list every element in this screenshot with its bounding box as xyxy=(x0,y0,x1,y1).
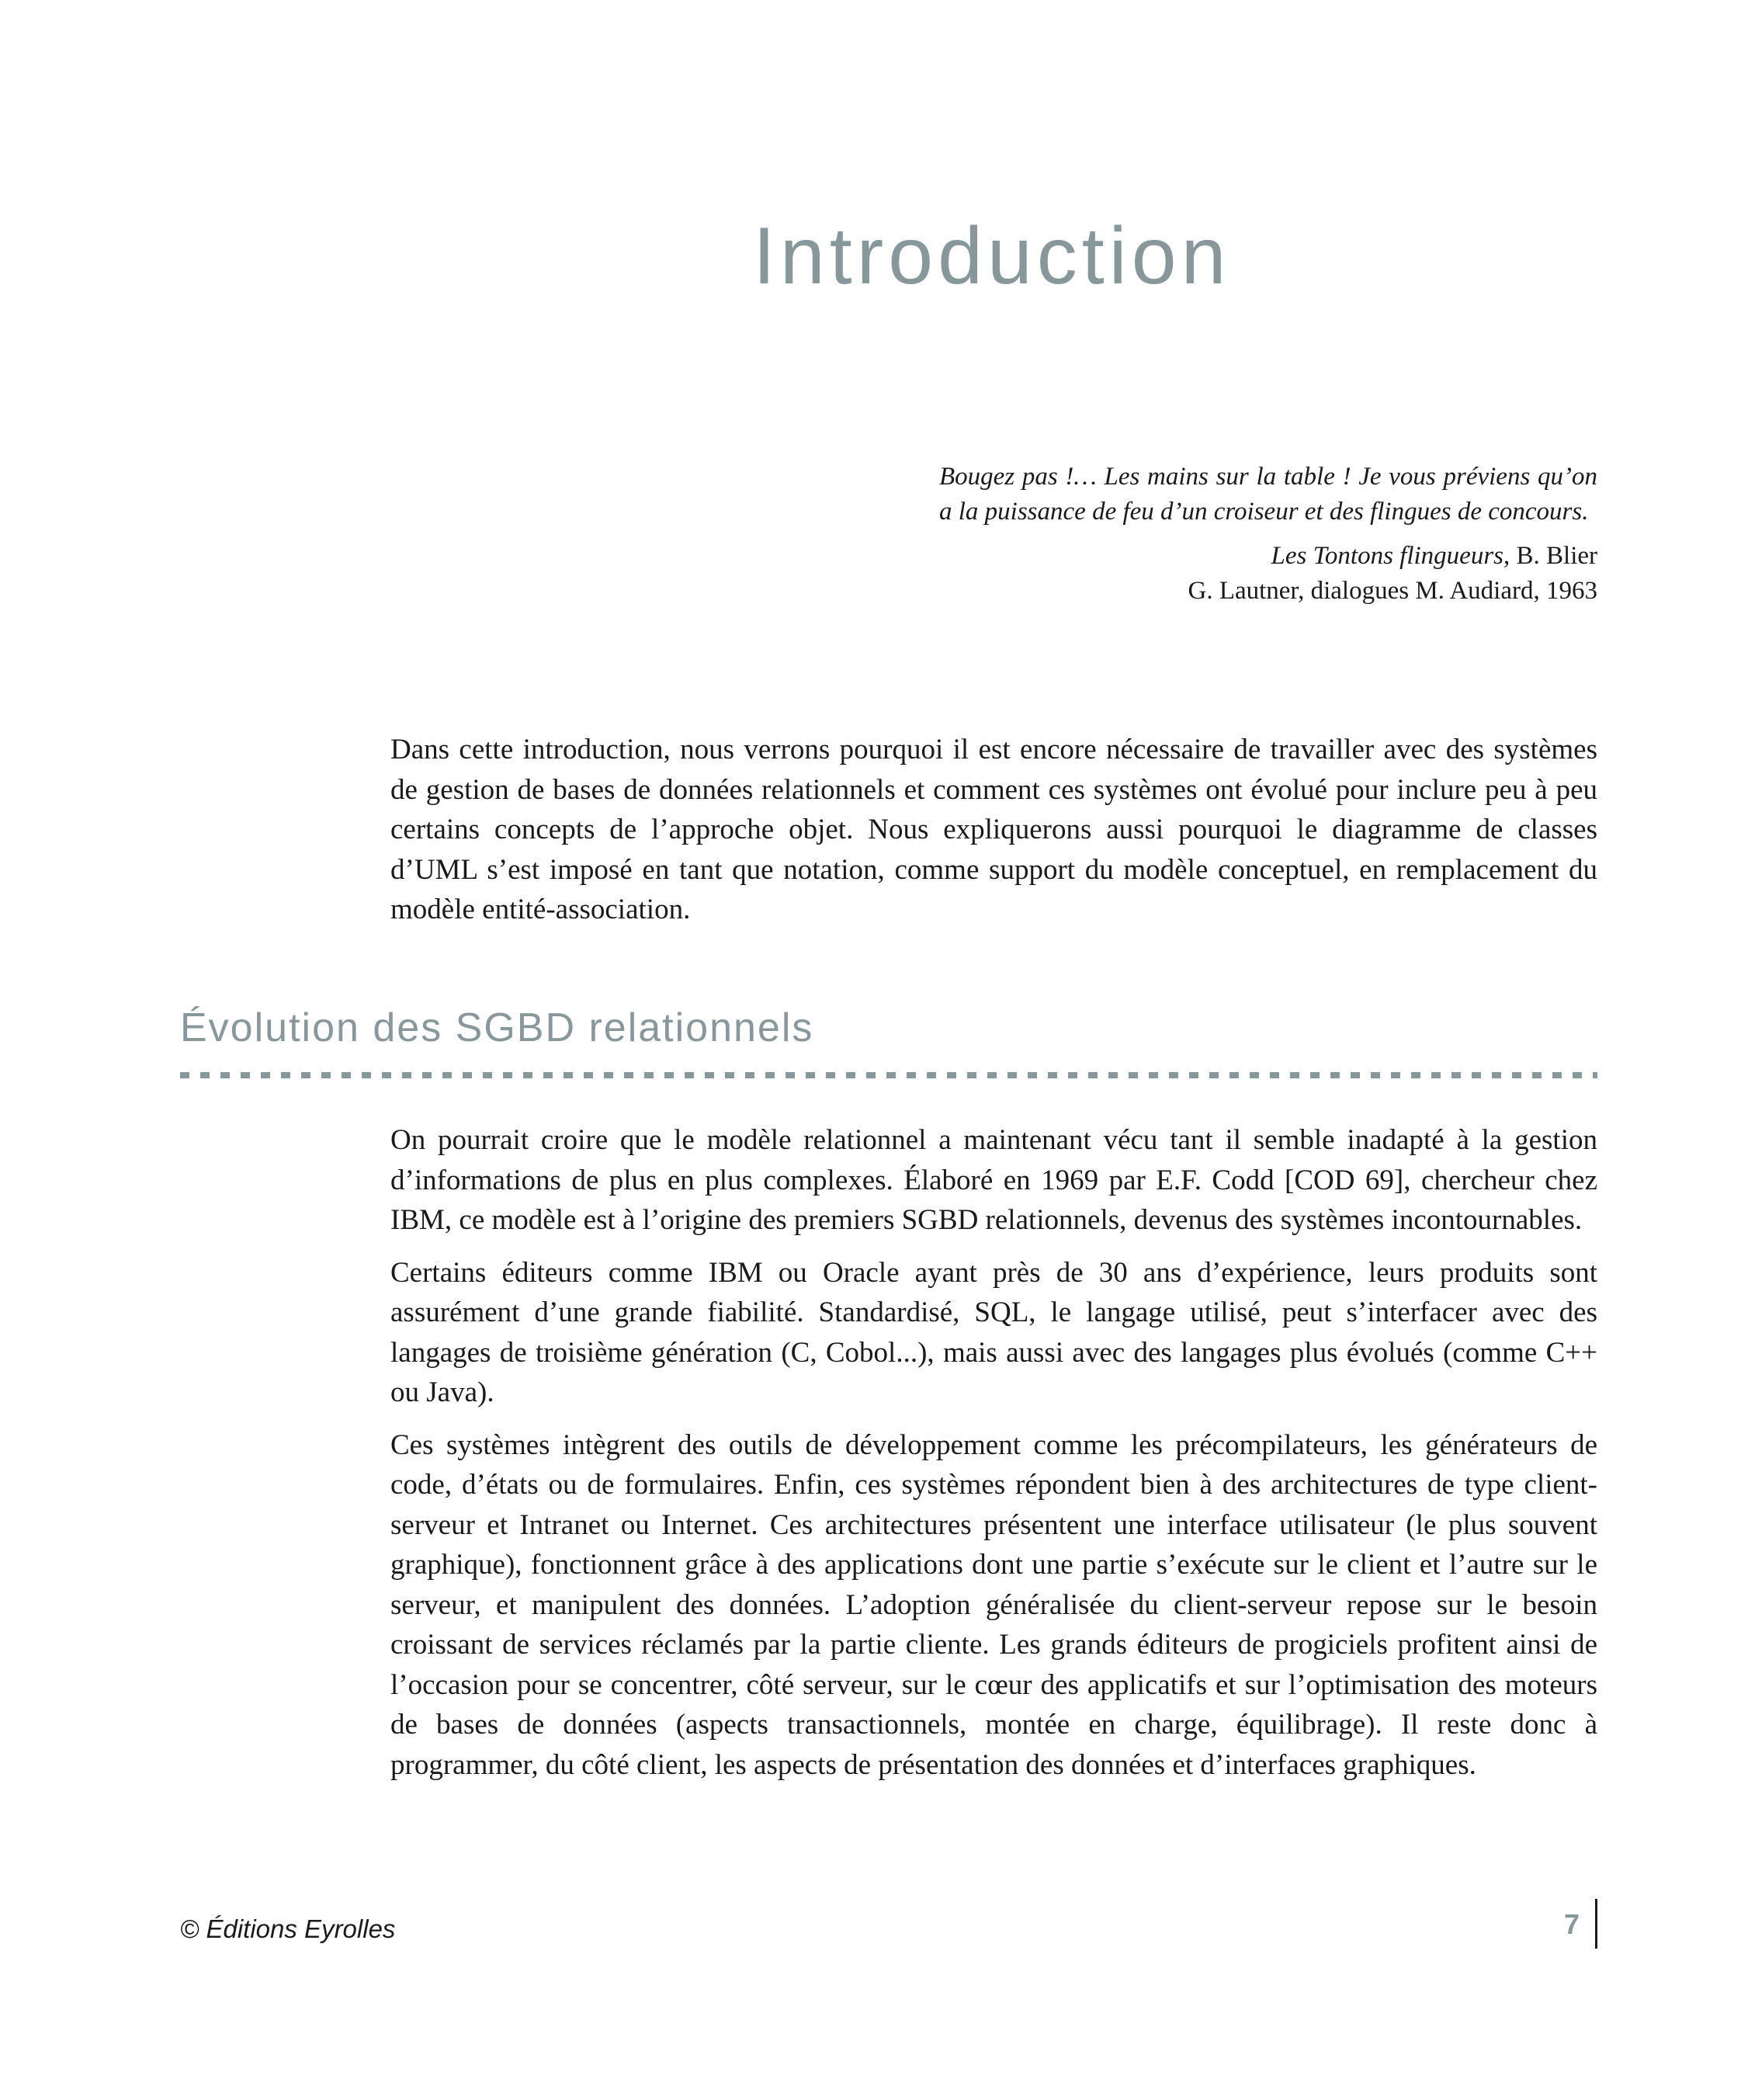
chapter-title: Introduction xyxy=(753,211,1231,301)
footer-copyright: © Éditions Eyrolles xyxy=(180,1914,396,1943)
epigraph-credit-line-1 xyxy=(939,539,1597,574)
section-heading: Évolution des SGBD relationnels xyxy=(180,1005,814,1050)
epigraph-quote: Bougez pas !… Les mains sur la table ! Je vous préviens qu’on a la puissance de feu d’un croiseur et des flingues de concours. xyxy=(939,463,1597,526)
footer-divider xyxy=(1595,1899,1597,1949)
section-body xyxy=(390,1120,1597,1797)
section-paragraph: On pourrait croire que le modèle relationnel a maintenant vécu tant il semble inadapté à la gestion d’informations de plus en plus complexes. Élaboré en 1969 par E.F. Codd [COD 69], chercheur chez IBM, ce modèle est à l’origine des premiers SGBD relationnels, devenus des systèmes incontournables. xyxy=(390,1124,1597,1236)
page-number: 7 xyxy=(1563,1908,1580,1940)
section-paragraph: Ces systèmes intègrent des outils de développement comme les précompilateurs, les générateurs de code, d’états ou de formulaires. Enfin, ces systèmes répondent bien à des architectures de type client-serveur et Intranet ou Internet. Ces architectures présentent une interface utilisateur (le plus souvent graphique), fonctionnent grâce à des applications dont une partie s’exécute sur le client et l’autre sur le serveur, et manipulent des données. L’adoption généralisée du client-serveur repose sur le besoin croissant de services réclamés par la partie cliente. Les grands éditeurs de progiciels profitent ainsi de l’occasion pour se concentrer, côté serveur, sur le cœur des applicatifs et sur l’optimisation des moteurs de bases de données (aspects transactionnels, montée en charge, équilibrage). Il reste donc à programmer, du côté client, les aspects de présentation des données et d’interfaces graphiques. xyxy=(390,1428,1597,1781)
section-dashed-rule xyxy=(180,1072,1597,1078)
intro-text xyxy=(390,730,1597,942)
section-paragraph: Certains éditeurs comme IBM ou Oracle ayant près de 30 ans d’expérience, leurs produits sont assurément d’une grande fiabilité. Standardisé, SQL, le langage utilisé, peut s’interfacer avec des langages de troisième génération (C, Cobol...), mais aussi avec des langages plus évolués (comme C++ ou Java). xyxy=(390,1256,1597,1408)
intro-paragraph: Dans cette introduction, nous verrons pourquoi il est encore nécessaire de travailler avec des systèmes de gestion de bases de données relationnels et comment ces systèmes ont évolué pour inclure peu à peu certains concepts de l’approche objet. Nous expliquerons aussi pourquoi le diagramme de classes d’UML s’est imposé en tant que notation, comme support du modèle conceptuel, en remplacement du modèle entité-association. xyxy=(390,734,1597,925)
epigraph-credit-rest: , B. Blier xyxy=(1503,542,1597,570)
epigraph-source xyxy=(939,539,1597,609)
epigraph-credit-line-2: G. Lautner, dialogues M. Audiard, 1963 xyxy=(1188,577,1597,605)
epigraph-work-title: Les Tontons flingueurs xyxy=(1271,542,1503,570)
epigraph xyxy=(939,460,1597,609)
